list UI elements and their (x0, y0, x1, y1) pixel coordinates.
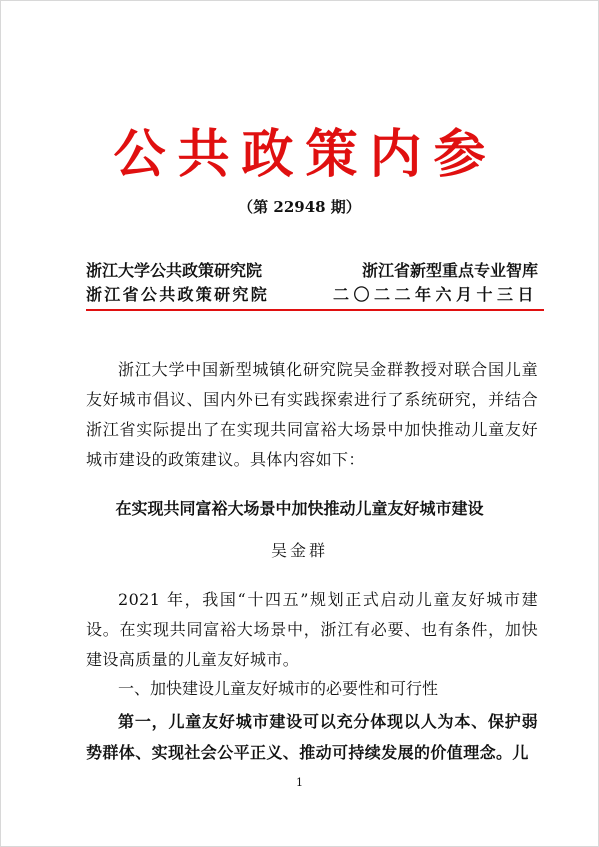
issue-date: 二〇二二年六月十三日 (332, 285, 538, 304)
org-name-zju: 浙江大学公共政策研究院 (86, 261, 263, 280)
header-row-1 (86, 258, 538, 280)
page-number: 1 (296, 776, 303, 789)
article-author: 吴金群 (270, 541, 328, 560)
intro-paragraph: 浙江大学中国新型城镇化研究院吴金群教授对联合国儿童友好城市倡议、国内外已有实践探索进行了系统研究，并结合浙江省实际提出了在实现共同富裕大场景中加快推动儿童友好城市建设的政策建议。具体内容如下： (86, 360, 538, 469)
org-name-provincial: 浙江省公共政策研究院 (86, 285, 270, 304)
masthead-title: 公共政策内参 (113, 124, 498, 185)
body-paragraph-1: 2021 年，我国“十四五”规划正式启动儿童友好城市建设。在实现共同富裕大场景中，浙江有必要、也有条件，加快建设高质量的儿童友好城市。 (86, 590, 538, 669)
issue-number: （第 22948 期） (238, 198, 361, 216)
section-heading-1: 一、加快建设儿童友好城市的必要性和可行性 (118, 679, 439, 698)
header-row-2 (86, 282, 538, 304)
body-paragraph-2: 第一，儿童友好城市建设可以充分体现以人为本、保护弱势群体、实现社会公平正义、推动可持续发展的价值理念。儿 (86, 712, 538, 762)
red-divider (86, 309, 544, 311)
article-title: 在实现共同富裕大场景中加快推动儿童友好城市建设 (115, 499, 484, 518)
org-name-think-tank: 浙江省新型重点专业智库 (361, 261, 538, 280)
